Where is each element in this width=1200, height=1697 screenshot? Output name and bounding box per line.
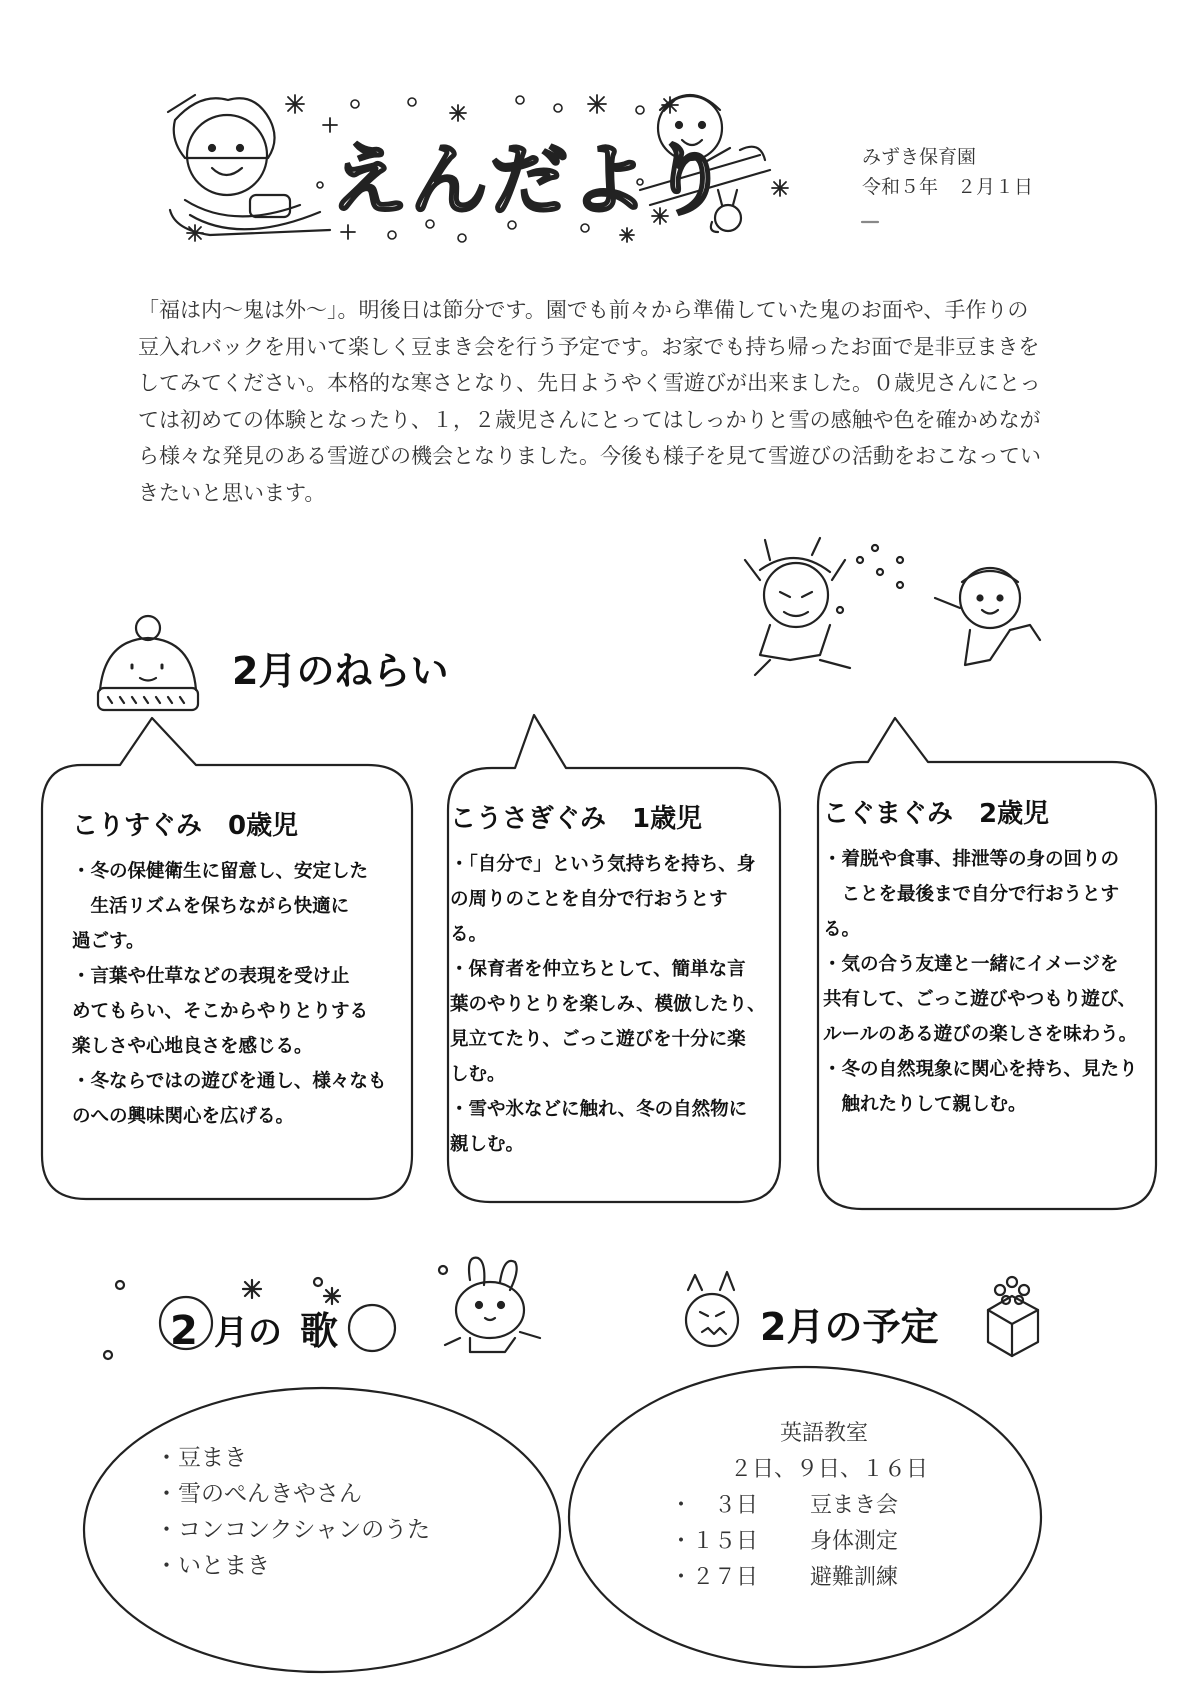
goal-group-title: こぐまぐみ 2歳児: [823, 799, 1050, 829]
goal-group-2: [823, 793, 1158, 1122]
oni-mask-icon: [686, 1272, 738, 1346]
schedule-event: 豆まき会: [810, 1493, 899, 1518]
newsletter-title: えんだより: [330, 136, 731, 226]
schedule-item: [670, 1560, 960, 1596]
schedule-event: 身体測定: [810, 1529, 899, 1554]
songs-heading: [170, 1300, 338, 1355]
intro-text: [138, 292, 1058, 511]
schedule-event: 避難訓練: [810, 1565, 899, 1590]
goal-line: ・保育者を仲立ちとして、簡単な言: [450, 959, 746, 980]
english-class-dates: ２日、９日、１６日: [729, 1457, 928, 1482]
intro-line: きたいと思います。: [138, 480, 326, 505]
english-class-label: 英語教室: [779, 1421, 868, 1446]
goal-line: ことを最後まで自分で行おうとす: [823, 884, 1120, 905]
schedule-item: [670, 1524, 960, 1560]
schedule-body: [670, 1416, 960, 1596]
song-item: ・ 豆まき: [155, 1440, 430, 1476]
goal-group-title: こりすぐみ 0歳児: [72, 811, 299, 841]
intro-line: 豆入れバックを用いて楽しく豆まき会を行う予定です。お家でも持ち帰ったお面で是非豆まきを: [138, 334, 1040, 359]
goal-line: ・冬の自然現象に関心を持ち、見たり: [823, 1059, 1138, 1080]
school-name: みずき保育園: [862, 146, 977, 168]
goal-line: の周りのことを自分で行おうとす: [450, 889, 728, 910]
goal-line: ・気の合う友達と一緒にイメージを: [823, 954, 1119, 975]
intro-line: してみてください。本格的な寒さとなり、先日ようやく雪遊びが出来ました。０歳児さんにとっ: [138, 371, 1041, 395]
goal-line: しむ。: [450, 1064, 506, 1085]
goal-line: ・冬ならではの遊びを通し、様々なも: [72, 1071, 387, 1092]
goal-group-title: こうさぎぐみ 1歳児: [450, 804, 703, 834]
issue-date: 令和５年 ２月１日: [862, 176, 1034, 198]
knit-hat-icon: [98, 616, 198, 710]
goal-line: る。: [450, 924, 488, 945]
oni-and-child-illustration: [745, 538, 1040, 675]
song-item: ・ いとまき: [155, 1548, 430, 1584]
goal-group-1: [450, 798, 778, 1162]
header-meta: [862, 142, 1033, 202]
song-list: [155, 1440, 430, 1584]
goal-line: 楽しさや心地良さを感じる。: [72, 1036, 313, 1057]
rabbit-mascot-illustration: [445, 1258, 540, 1352]
goal-line: めてもらい、そこからやりとりする: [72, 1001, 369, 1022]
schedule-day: ・１５日: [670, 1529, 759, 1554]
song-item: ・ コンコンクシャンのうた: [155, 1512, 430, 1548]
goal-line: ・雪や氷などに触れ、冬の自然物に: [450, 1099, 748, 1120]
bean-box-icon: [988, 1277, 1038, 1356]
songs-heading-mid: 月の: [214, 1313, 282, 1353]
goal-group-0: [72, 805, 408, 1134]
goal-line: ルールのある遊びの楽しさを味わう。: [823, 1024, 1138, 1045]
goal-line: のへの興味関心を広げる。: [72, 1106, 295, 1127]
goals-heading: 2月のねらい: [232, 649, 449, 693]
goal-line: ・言葉や仕草などの表現を受け止: [72, 966, 350, 987]
goal-line: ・「自分で」という気持ちを持ち、身: [450, 854, 756, 875]
goal-line: 親しむ。: [450, 1134, 525, 1155]
schedule-heading: 2月の予定: [760, 1305, 939, 1349]
sledding-kid-left-illustration: [168, 95, 330, 235]
intro-line: 「福は内〜鬼は外〜」。明後日は節分です。園でも前々から準備していた鬼のお面や、手作りの: [138, 298, 1029, 322]
schedule-day: ・２７日: [670, 1565, 759, 1590]
schedule-day: ・ ３日: [670, 1493, 759, 1518]
goal-line: 見立てたり、ごっこ遊びを十分に楽: [450, 1029, 746, 1050]
songs-heading-end: 歌: [300, 1309, 339, 1353]
goal-line: 生活リズムを保ちながら快適に: [72, 896, 350, 917]
goal-line: 葉のやりとりを楽しみ、模倣したり、: [450, 994, 766, 1015]
goal-line: ・着脱や食事、排泄等の身の回りの: [823, 849, 1120, 870]
goal-line: 過ごす。: [72, 931, 145, 952]
intro-line: ては初めての体験となったり、１，２歳児さんにとってはしっかりと雪の感触や色を確かめなが: [138, 407, 1041, 432]
song-item: ・ 雪のぺんきやさん: [155, 1476, 430, 1512]
goal-line: 触れたりして親しむ。: [823, 1094, 1027, 1115]
songs-heading-number: 2: [170, 1308, 198, 1354]
intro-line: ら様々な発見のある雪遊びの機会となりました。今後も様子を見て雪遊びの活動をおこなってい: [138, 444, 1041, 468]
goal-line: ・冬の保健衛生に留意し、安定した: [72, 861, 369, 882]
goal-line: 共有して、ごっこ遊びやつもり遊び、: [823, 989, 1137, 1010]
goal-line: る。: [823, 919, 861, 940]
schedule-item: [670, 1488, 960, 1524]
